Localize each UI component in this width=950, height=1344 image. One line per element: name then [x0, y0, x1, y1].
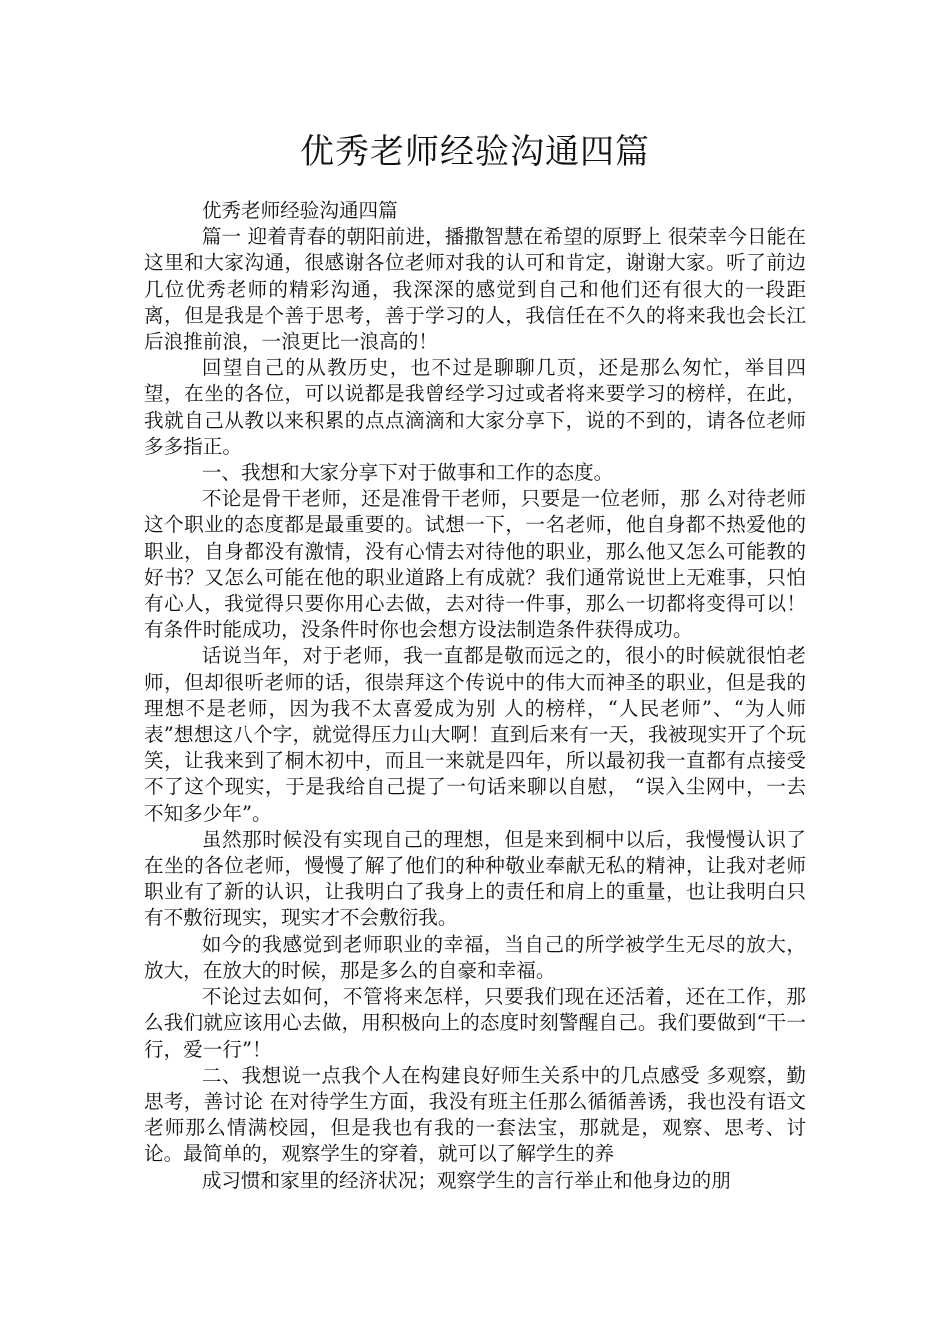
paragraph: 话说当年，对于老师，我一直都是敬而远之的，很小的时候就很怕老师，但却很听老师的话，很崇拜这个传说中的伟大而神圣的职业，但是我的理想不是老师，因为我不太喜爱成为别 人的榜样，“人民老师”、“为人师表”想想这八个字，就觉得压力山大啊！直到后来有一天，我被现实开了个玩笑，让我来到了桐木初中，而且一来就是四年，所以最初我一直都有点接受不了这个现实，于是我给自己提了一句话来聊以自慰， “误入尘网中，一去不知多少年”。	[144, 644, 806, 825]
document-body	[144, 198, 806, 1194]
section-heading: 一、我想和大家分享下对于做事和工作的态度。	[201, 461, 614, 485]
paragraph: 回望自己的从教历史，也不过是聊聊几页，还是那么匆忙，举目四望，在坐的各位，可以说都是我曾经学习过或者将来要学习的榜样，在此，我就自己从教以来积累的点点滴滴和大家分享下，说的不到的，请各位老师多多指正。	[144, 356, 806, 458]
paragraph: 虽然那时候没有实现自己的理想，但是来到桐中以后，我慢慢认识了在坐的各位老师，慢慢了解了他们的种种敬业奉献无私的精神，让我对老师职业有了新的认识，让我明白了我身上的责任和肩上的重量，也让我明白只有不敷衍现实，现实才不会敷衍我。	[144, 827, 806, 930]
page-title: 优秀老师经验沟通四篇	[300, 132, 650, 172]
paragraph-subtitle: 优秀老师经验沟通四篇	[201, 199, 398, 222]
paragraph: 成习惯和家里的经济状况；观察学生的言行举止和他身边的朋	[201, 1168, 731, 1192]
paragraph: 如今的我感觉到老师职业的幸福，当自己的所学被学生无尽的放大，放大，在放大的时候，那是多么的自豪和幸福。	[144, 932, 806, 982]
paragraph: 不论过去如何，不管将来怎样，只要我们现在还活着，还在工作，那么我们就应该用心去做，用积极向上的态度时刻警醒自己。我们要做到“干一行，爱一行”！	[144, 985, 806, 1061]
section-heading: 二、我想说一点我个人在构建良好师生关系中的几点感受 多观察，勤思考，善讨论 在对待学生方面，我没有班主任那么循循善诱，我也没有语文老师那么情满校园，但是我也有我的一套法宝，那就是，观察、思考、讨论。最简单的，观察学生的穿着，就可以了解学生的养	[144, 1063, 806, 1166]
paragraph: 不论是骨干老师，还是准骨干老师，只要是一位老师，那 么对待老师这个职业的态度都是最重要的。试想一下，一名老师，他自身都不热爱他的职业，自身都没有激情，没有心情去对待他的职业，那么他又怎么可能教的好书？又怎么可能在他的职业道路上有成就？我们通常说世上无难事，只怕有心人，我觉得只要你用心去做，去对待一件事，那么一切都将变得可以！有条件时能成功，没条件时你也会想方设法制造条件获得成功。	[144, 487, 806, 642]
paragraph: 篇一 迎着青春的朝阳前进，播撒智慧在希望的原野上 很荣幸今日能在这里和大家沟通，很感谢各位老师对我的认可和肯定，谢谢大家。听了前边几位优秀老师的精彩沟通，我深深的感觉到自己和他们还有很大的一段距离，但是我是个善于思考，善于学习的人，我信任在不久的将来我也会长江后浪推前浪，一浪更比一浪高的！	[144, 225, 806, 354]
